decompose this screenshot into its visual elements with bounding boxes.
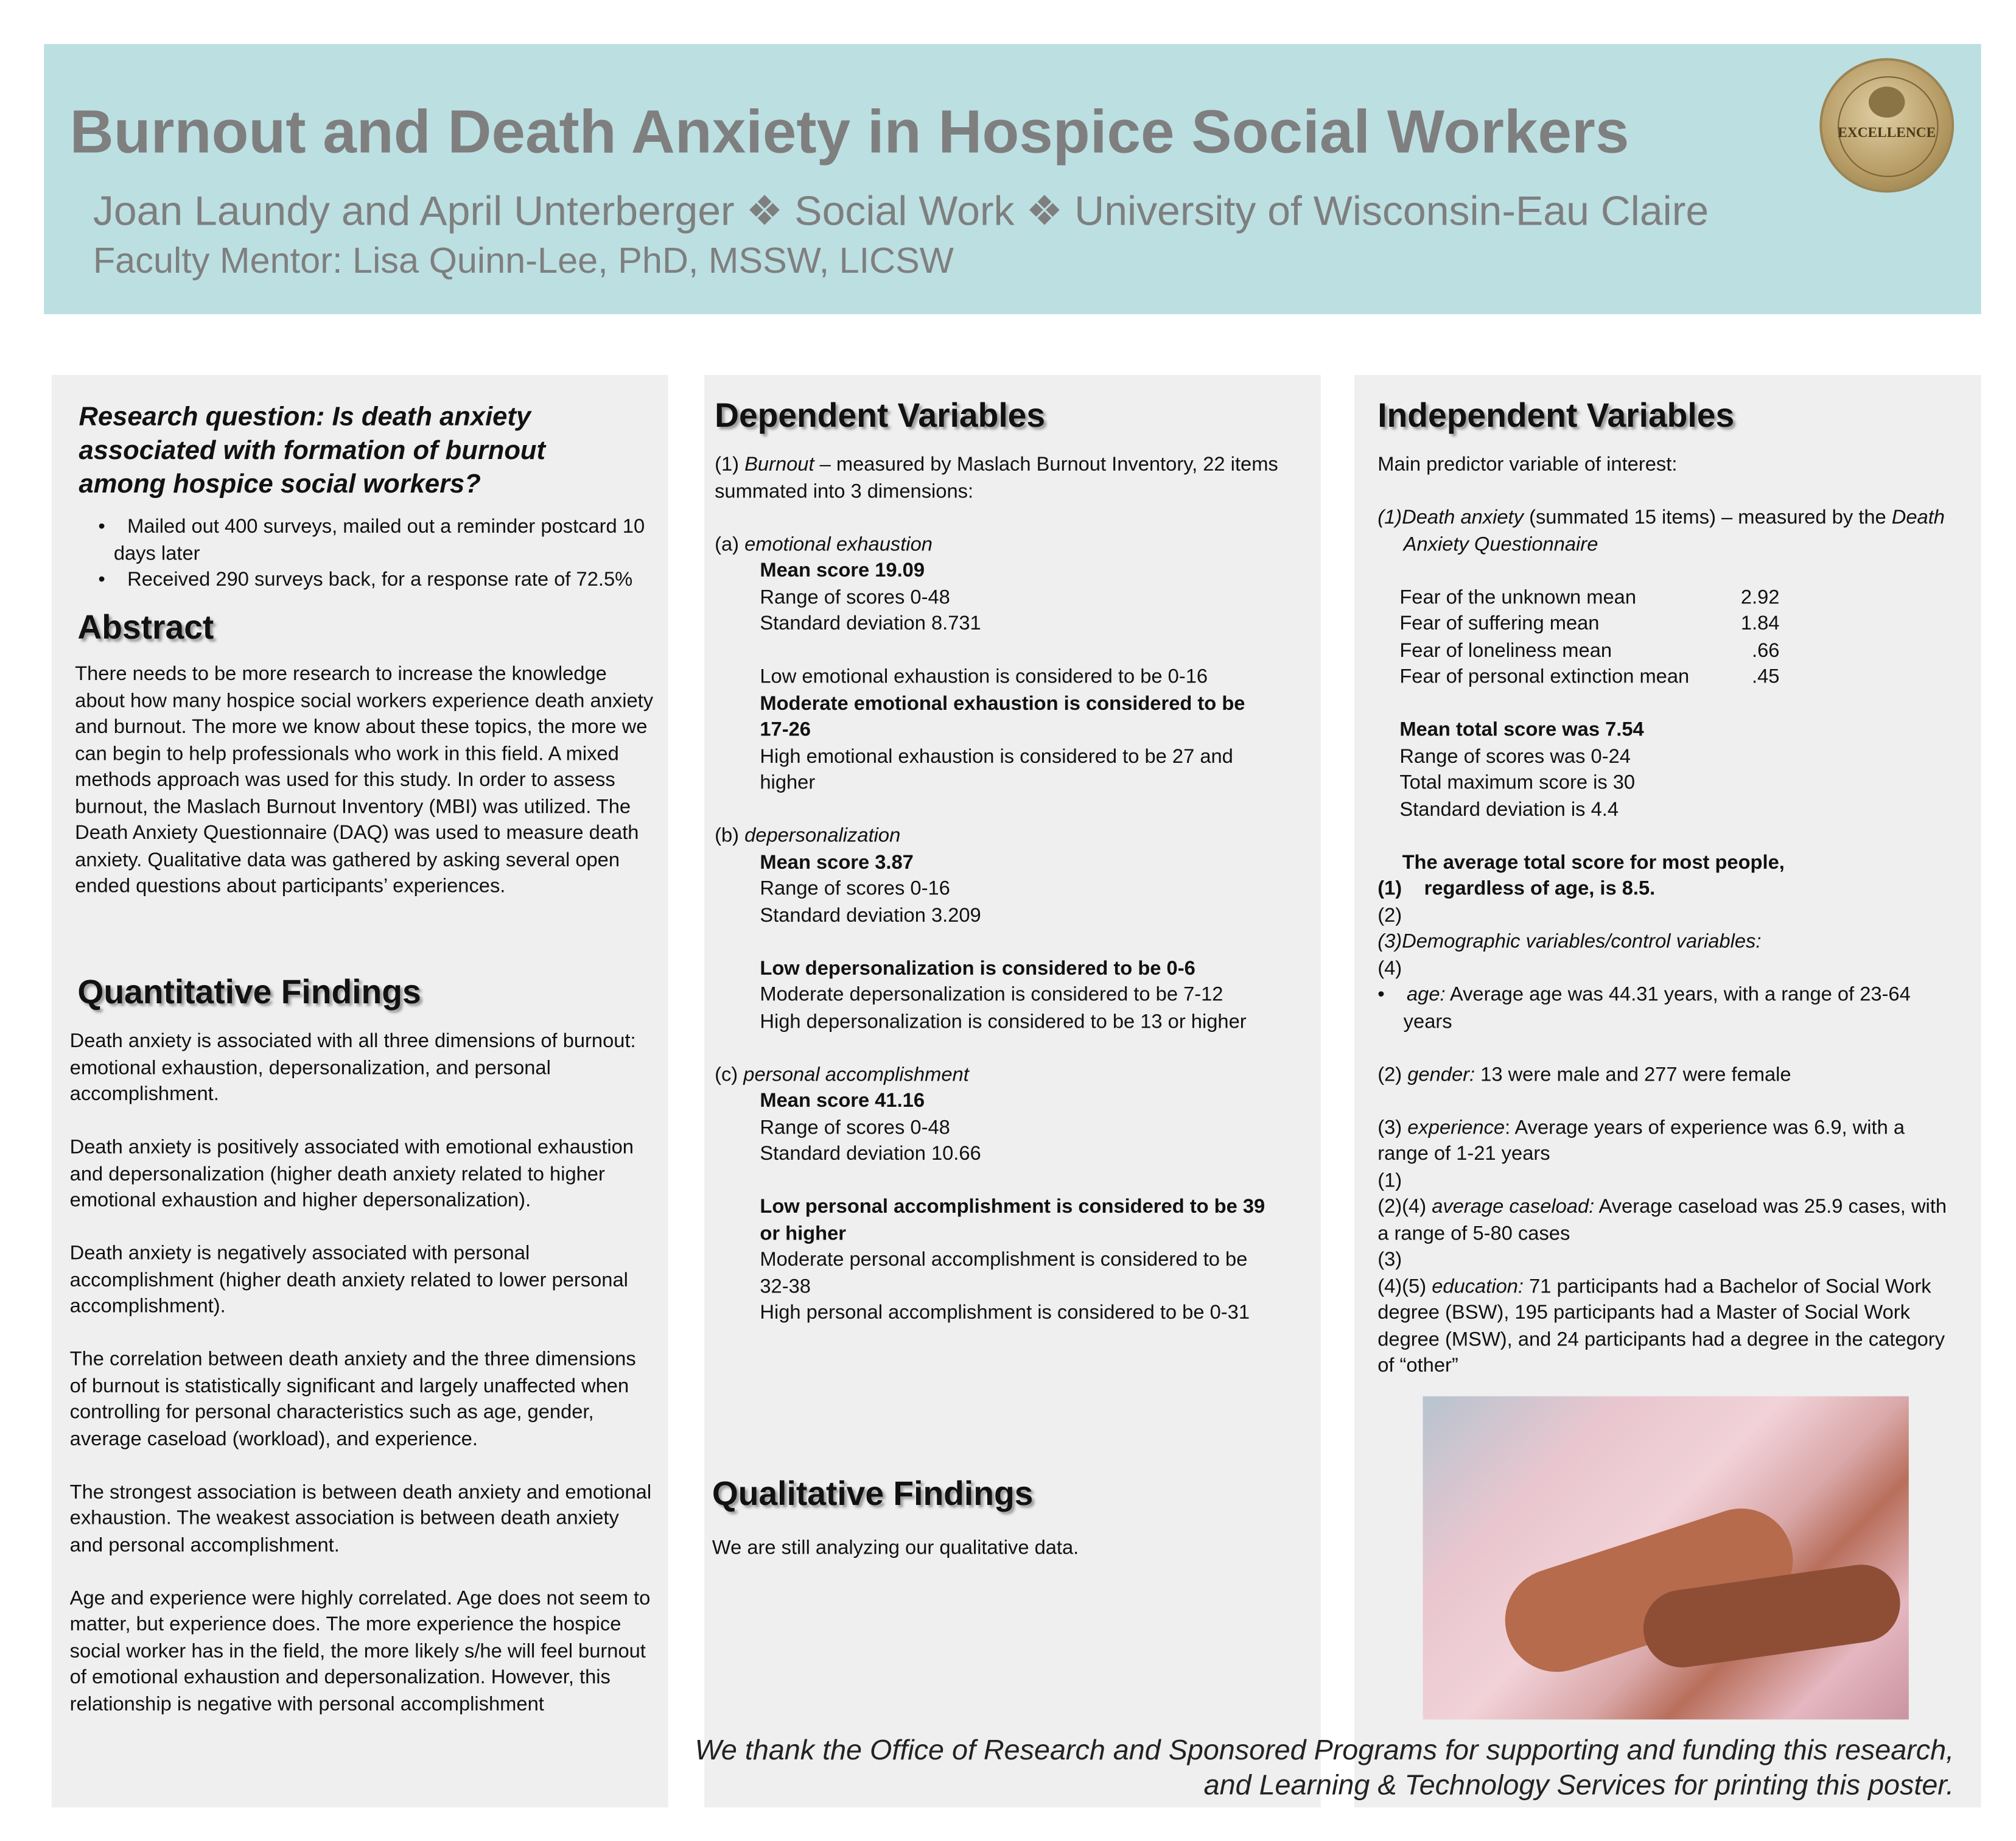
experience-item — [1377, 1115, 1953, 1168]
fear-label: Fear of the unknown mean — [1399, 586, 1637, 609]
num: (4)(5) — [1377, 1275, 1432, 1298]
finding-paragraph: The strongest association is between death anxiety and emotional exhaustion. The weakest association is between death anxiety and personal accomplishment. — [69, 1481, 652, 1556]
term: education: — [1432, 1275, 1524, 1298]
dimension-b — [715, 824, 1296, 1036]
max-score: Total maximum score is 30 — [1399, 771, 1636, 794]
fear-value: .66 — [1752, 639, 1780, 662]
university-seal-logo: EXCELLENCE — [1822, 61, 1951, 190]
low-level: Low emotional exhaustion is considered to be 0-16 — [760, 665, 1208, 688]
burnout-intro — [715, 452, 1296, 505]
fear-label: Fear of suffering mean — [1399, 612, 1600, 635]
list-number: (2) — [1377, 904, 1402, 927]
mean-total: Mean total score was 7.54 — [1399, 718, 1644, 741]
list-number: (4) — [1377, 957, 1402, 980]
label: (c) — [715, 1063, 744, 1085]
fear-table — [1377, 585, 1953, 877]
acknowledgement: We thank the Office of Research and Sponsored Programs for supporting and funding this research, and Learning & Technology Services for printing this poster. — [695, 1733, 1955, 1801]
fear-value: .45 — [1752, 665, 1780, 688]
questionnaire: Death Anxiety Questionnaire — [1403, 507, 1945, 556]
text: Demographic variables/control variables: — [1402, 930, 1762, 953]
high-level: High depersonalization is considered to be 13 or higher — [760, 1010, 1247, 1033]
mean-score: Mean score 19.09 — [760, 559, 925, 582]
abstract-heading: Abstract — [77, 608, 214, 647]
intro: Main predictor variable of interest: — [1377, 454, 1678, 476]
bullet-item: • Received 290 surveys back, for a response rate of 72.5% — [98, 569, 633, 591]
fear-value: 1.84 — [1740, 612, 1780, 635]
demographics-heading — [1377, 930, 1953, 956]
gender-item — [1377, 1062, 1953, 1089]
num: (1) — [715, 454, 745, 476]
bullet-text: Received 290 surveys back, for a response rate of 72.5% — [127, 569, 633, 591]
poster-title: Burnout and Death Anxiety in Hospice Social Workers — [69, 97, 1629, 166]
range: Range of scores was 0-24 — [1399, 745, 1631, 768]
fear-value: 2.92 — [1740, 586, 1780, 609]
num: (1) — [1377, 877, 1402, 900]
desc: (summated 15 items) – measured by the — [1524, 507, 1892, 529]
text: regardless of age, is 8.5. — [1424, 877, 1656, 900]
burnout-term: Burnout — [744, 454, 814, 476]
qualitative-heading: Qualitative Findings — [712, 1473, 1034, 1513]
num: (2) — [1377, 1063, 1408, 1085]
bullet-item: • Mailed out 400 surveys, mailed out a reminder postcard 10 days later — [98, 516, 645, 564]
mean-score: Mean score 41.16 — [760, 1090, 925, 1112]
num: (3) — [1377, 930, 1402, 953]
std-dev: Standard deviation 8.731 — [760, 612, 981, 635]
dimension-name: depersonalization — [744, 824, 901, 847]
term: gender: — [1407, 1063, 1475, 1085]
high-level: High emotional exhaustion is considered to be 27 and higher — [760, 745, 1233, 794]
text: Average age was 44.31 years, with a range of 23-64 years — [1403, 984, 1911, 1033]
text: 71 participants had a Bachelor of Social Work degree (BSW), 195 participants had a Master of Social Work degree (MSW), and 24 participants had a degree in the category of “other” — [1377, 1275, 1945, 1377]
research-question: Research question: Is death anxiety associated with formation of burnout among hospice social workers? — [79, 402, 546, 499]
range: Range of scores 0-16 — [760, 877, 950, 900]
left-column — [52, 375, 668, 1808]
finding-paragraph: Death anxiety is associated with all three dimensions of burnout: emotional exhaustion, depersonalization, and personal accomplishment. — [69, 1030, 636, 1106]
bullet-text: Mailed out 400 surveys, mailed out a reminder postcard 10 days later — [113, 516, 645, 564]
mean-score: Mean score 3.87 — [760, 851, 914, 874]
low-level: Low personal accomplishment is considered to be 39 or higher — [760, 1196, 1265, 1244]
term: experience — [1407, 1116, 1505, 1138]
average-note: The average total score for most people, — [1402, 851, 1785, 874]
quantitative-findings — [70, 1029, 654, 1718]
qualitative-text: We are still analyzing our qualitative data. — [712, 1537, 1079, 1560]
label: (a) — [715, 533, 745, 556]
independent-variables-heading: Independent Variables — [1377, 395, 1735, 435]
fear-row — [1399, 665, 1953, 692]
middle-column — [704, 375, 1321, 1808]
std-dev: Standard deviation 3.209 — [760, 904, 981, 927]
label: (b) — [715, 824, 745, 847]
range: Range of scores 0-48 — [760, 586, 950, 609]
finding-paragraph: The correlation between death anxiety and the three dimensions of burnout is statistically significant and largely unaffected when controlling for personal characteristics such as age, gender, average caseload (workload), and experience. — [69, 1348, 636, 1450]
term: age: — [1406, 984, 1446, 1006]
std-dev: Standard deviation 10.66 — [760, 1143, 981, 1165]
faculty-mentor: Faculty Mentor: Lisa Quinn-Lee, PhD, MSSW, LICSW — [93, 240, 954, 281]
fear-row — [1399, 585, 1953, 612]
average-note-2 — [1377, 877, 1953, 903]
fear-row — [1399, 611, 1953, 638]
dependent-variables-heading: Dependent Variables — [715, 395, 1046, 435]
std-dev: Standard deviation is 4.4 — [1399, 798, 1619, 821]
dimension-a — [715, 532, 1296, 797]
dependent-variables-body — [715, 452, 1296, 1327]
authors-line: Joan Laundy and April Unterberger ❖ Social Work ❖ University of Wisconsin-Eau Claire — [93, 187, 1709, 234]
list-number: (1) — [1377, 1169, 1402, 1191]
independent-variables-body — [1377, 452, 1953, 1380]
term: Death anxiety — [1402, 507, 1524, 529]
intro-rest: – measured by Maslach Burnout Inventory, 22 items summated into 3 dimensions: — [715, 454, 1278, 503]
fear-label: Fear of personal extinction mean — [1399, 665, 1690, 688]
caseload-item — [1377, 1194, 1953, 1247]
range: Range of scores 0-48 — [760, 1116, 950, 1138]
text: : Average years of experience was 6.9, with a range of 1-21 years — [1377, 1116, 1905, 1165]
dimension-name: emotional exhaustion — [744, 533, 933, 556]
age-item: • age: Average age was 44.31 years, with a range of 23-64 years — [1377, 984, 1911, 1033]
high-level: High personal accomplishment is considered to be 0-31 — [760, 1302, 1250, 1324]
holding-hands-photo — [1423, 1396, 1909, 1719]
moderate-level: Moderate personal accomplishment is considered to be 32-38 — [760, 1249, 1248, 1298]
header-banner — [44, 44, 1981, 314]
text: 13 were male and 277 were female — [1475, 1063, 1791, 1085]
survey-bullets — [75, 514, 670, 594]
num: (2)(4) — [1377, 1196, 1432, 1218]
quantitative-heading: Quantitative Findings — [77, 972, 421, 1011]
dimension-c — [715, 1062, 1296, 1327]
text: Average caseload was 25.9 cases, with a range of 5-80 cases — [1377, 1196, 1947, 1244]
education-item — [1377, 1274, 1953, 1380]
moderate-level: Moderate emotional exhaustion is considered to be 17-26 — [760, 692, 1245, 741]
num: (1) — [1377, 507, 1402, 529]
low-level: Low depersonalization is considered to be 0-6 — [760, 957, 1195, 980]
death-anxiety-line — [1377, 505, 1953, 558]
term: average caseload: — [1432, 1196, 1595, 1218]
moderate-level: Moderate depersonalization is considered to be 7-12 — [760, 984, 1223, 1006]
list-number: (3) — [1377, 1249, 1402, 1271]
finding-paragraph: Death anxiety is negatively associated with personal accomplishment (higher death anxiety related to lower personal accomplishment). — [69, 1242, 628, 1317]
fear-row — [1399, 638, 1953, 665]
dimension-name: personal accomplishment — [743, 1063, 969, 1085]
fear-label: Fear of loneliness mean — [1399, 639, 1612, 662]
finding-paragraph: Age and experience were highly correlated. Age does not seem to matter, but experience does. The more experience the hospice social worker has in the field, the more likely s/he will feel burnout of emotional exhaustion and depersonalization. However, this relationship is negative with personal accomplishment — [69, 1587, 651, 1715]
num: (3) — [1377, 1116, 1408, 1138]
finding-paragraph: Death anxiety is positively associated with emotional exhaustion and depersonalization (higher death anxiety related to higher emotional exhaustion and higher depersonalization). — [69, 1136, 634, 1212]
abstract-text: There needs to be more research to increase the knowledge about how many hospice social workers experience death anxiety and burnout. The more we know about these topics, the more we can begin to help professionals who work in this field. A mixed methods approach was used for this study. In order to assess burnout, the Maslach Burnout Inventory (MBI) was utilized. The Death Anxiety Questionnaire (DAQ) was used to measure death anxiety. Qualitative data was gathered by asking several open ended questions about participants’ experiences. — [75, 663, 654, 897]
